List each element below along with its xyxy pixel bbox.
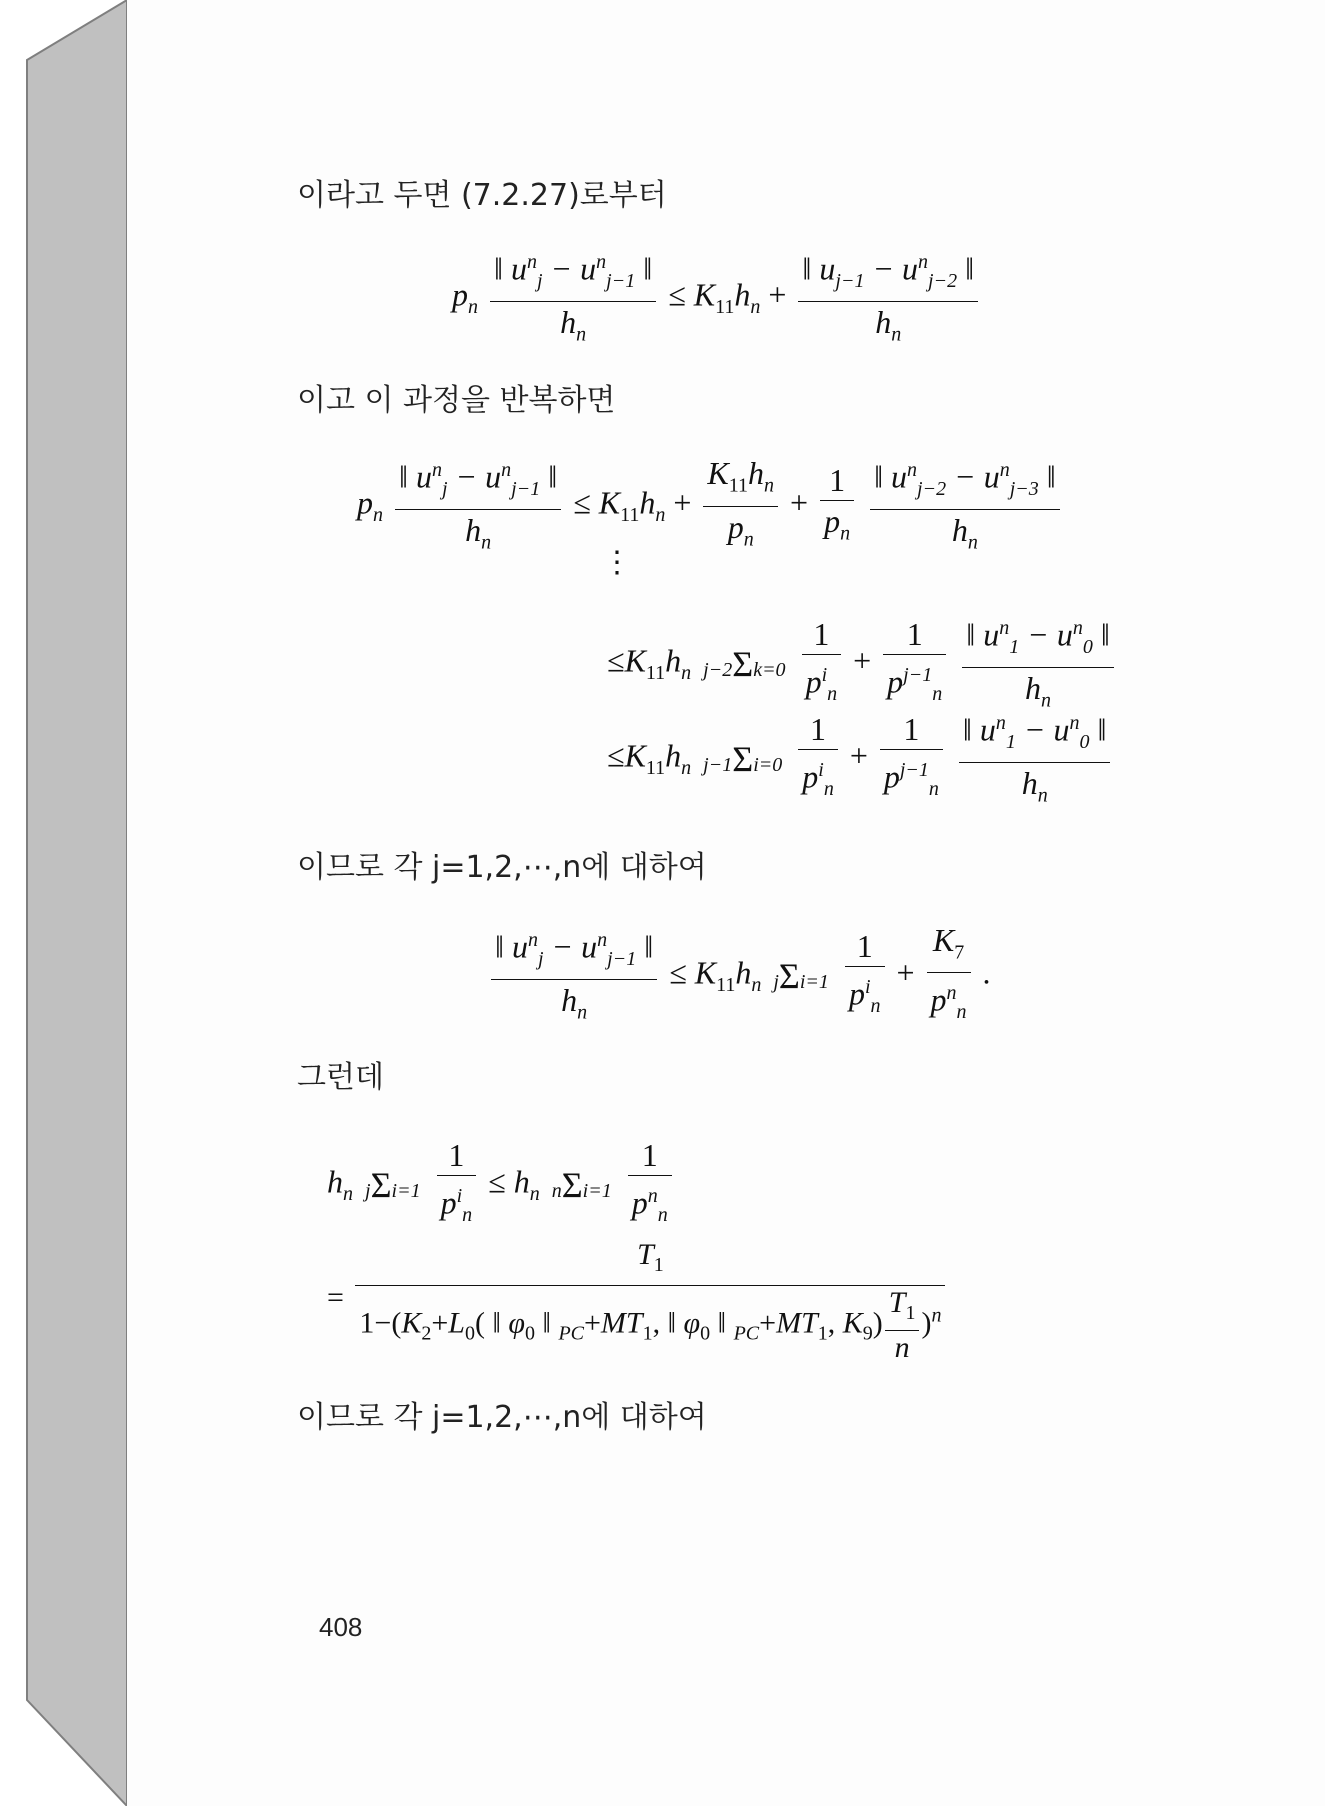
text-line-1: 이라고 두면 (7.2.27)로부터 [297,178,667,213]
text-line-2: 이고 이 과정을 반복하면 [297,383,616,418]
equation-2: $p_n$ $\frac{‖ u^n_j - u^n_{j-1} ‖}{h_n}$ ≤ $K_{11}h_n$ + $\frac{K_{11}h_n}{p_n}$ + $\frac{1}{p_n}$ $\frac{‖ u^n_{j-2} - u^n_{j-3} ‖}{h_n}$ [357,450,1064,562]
equation-3: $\le K_{11}h_n$ j−2Σk=0 $\frac{1}{p^i_n}$ + $\frac{1}{p^{j-1}_n}$ $\frac{‖ u^n_1 - u^n_0 ‖}{h_n}$ [607,608,1118,720]
page-number: 408 [319,1612,363,1642]
text-line-3: 이므로 각 j=1,2,⋯,n에 대하여 [297,850,707,885]
text-line-5: 이므로 각 j=1,2,⋯,n에 대하여 [297,1400,707,1435]
text-line-4: 그런데 [297,1060,384,1095]
equation-4: $\le K_{11}h_n$ j−1Σi=0 $\frac{1}{p^i_n}$ + $\frac{1}{p^{j-1}_n}$ $\frac{‖ u^n_1 - u^n_0 ‖}{h_n}$ [607,703,1114,815]
equation-6: $h_n$ jΣi=1 $\frac{1}{p^i_n}$ ≤ $h_n$ nΣi=1 $\frac{1}{p^n_n}$ [327,1135,676,1235]
equation-1: $p_n$ $\frac{‖ u^n_j - u^n_{j-1} ‖}{h_n}$ ≤ $K_{11}h_n$ + $\frac{‖ u_{j-1} - u^n_{j-2} ‖}{h_n}$ [452,242,982,354]
vertical-ellipsis: ⋮ [602,546,632,579]
book-page [127,0,1325,1806]
equation-7: = $T_1$ $1-(K_2+L_0$( ‖ $\varphi_0$ ‖ $_{PC}+MT_1$, ‖ $\varphi_0$ ‖ $_{PC}+MT_1$, $K_9$) $\frac{T_1}{n}$ )$^n$ [327,1235,949,1365]
equation-5: $\frac{‖ u^n_j - u^n_{j-1} ‖}{h_n}$ ≤ $K_{11}h_n$ jΣi=1 $\frac{1}{p^i_n}$ + $\frac{K_7}{p^n_n}$ . [487,920,991,1032]
